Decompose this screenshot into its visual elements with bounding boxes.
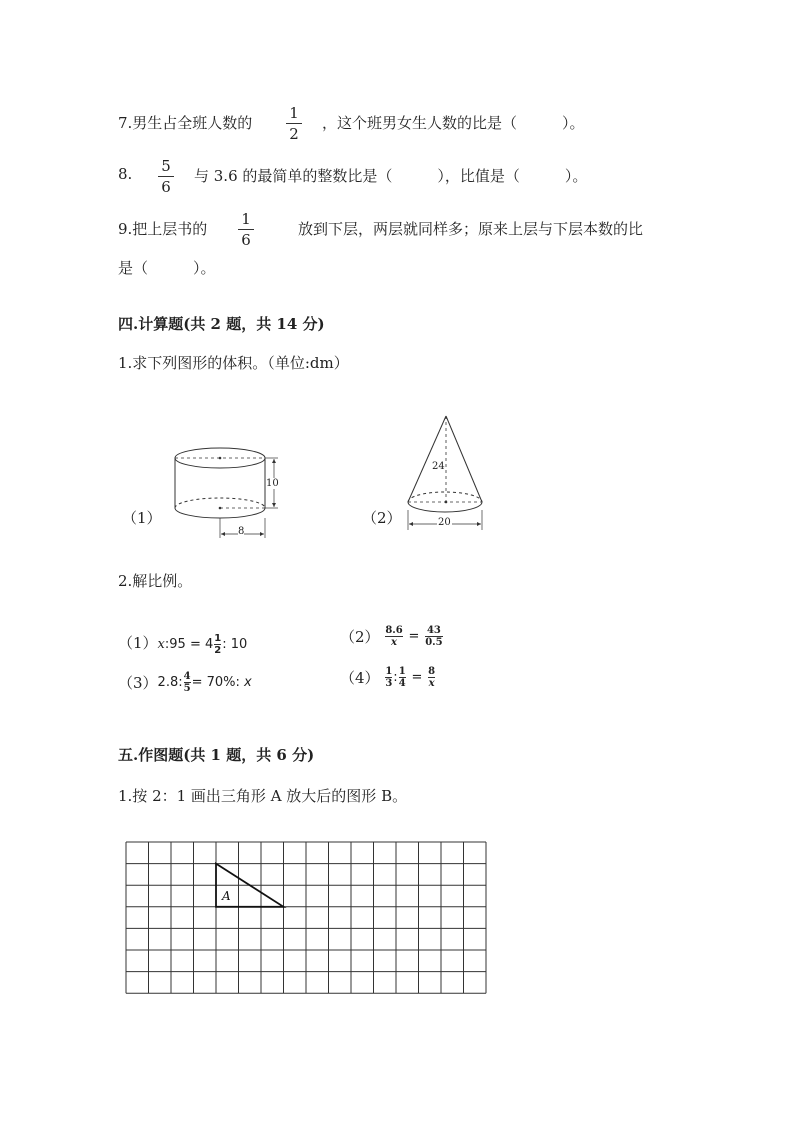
proportion-1-var: x [157,637,165,652]
q9-fraction [238,210,254,249]
proportion-4: $(4) \frac{1}{3}:\frac{1}{4} = \frac{8}{x}$ [340,666,436,689]
section5-title: 五.作图题(共 1 题，共 6 分) [118,746,315,764]
draw1-prompt: 1.按 2：1 画出三角形 A 放大后的图形 B。 [118,787,408,805]
proportion-1-mixed-fraction: $\frac{1}{2}$ [214,633,222,656]
cone-diameter-label: 20 [438,517,451,528]
proportion-3-fraction: $\frac{4}{5}$ [183,671,191,694]
proportion-4-rhs: $\frac{8}{x}$ [428,666,436,689]
proportion-4-fraction-2: $\frac{1}{4}$ [398,666,406,689]
proportion-1-right: : 10 [222,637,248,652]
q9-fraction-denominator: 6 [241,231,251,249]
q8-suffix: 与 3.6 的最简单的整数比是（ ），比值是（ ）。 [194,167,588,185]
cylinder-figure [168,440,290,542]
proportion-3-label: （3） [118,674,158,692]
q7-prefix: 7.男生占全班人数的 [118,114,253,132]
q9-line2: 是（ ）。 [118,259,216,277]
q9-fraction-numerator: 1 [241,210,251,228]
q8-prefix: 8. [118,165,133,183]
triangle-a-label: A [222,889,231,904]
q9-suffix: 放到下层，两层就同样多；原来上层与下层本数的比 [298,220,644,238]
cylinder-radius-label: 8 [238,526,245,537]
q9-prefix: 9.把上层书的 [118,220,208,238]
cylinder-height-label: 10 [266,478,279,489]
q8-fraction-denominator: 6 [161,178,171,196]
proportion-1 [118,632,247,656]
proportion-4-label: （4） [340,669,380,687]
proportion-1-label: （1） [118,634,158,652]
q7-fraction [286,104,302,143]
proportion-1-left: :95 = 4 [164,637,214,652]
cone-height-label: 24 [432,461,445,472]
q7-suffix: ，这个班男女生人数的比是（ ）。 [322,114,585,132]
calc2-prompt: 2.解比例。 [118,572,193,590]
cone-figure [400,410,492,534]
q7-fraction-denominator: 2 [289,125,299,143]
q7-fraction-numerator: 1 [289,104,299,122]
proportion-3: $(3)2.8:\frac{4}{5}= 70\%$: x [118,671,252,694]
q8-fraction-numerator: 5 [161,157,171,175]
proportion-2-lhs: $\frac{8.6}{x}$ [385,625,403,648]
cone-label: （2） [362,509,402,527]
calc1-prompt: 1.求下列图形的体积。（单位:dm） [118,354,349,372]
proportion-2: $(2) \frac{8.6}{x} = \frac{43}{0.5}$ [340,625,443,648]
proportion-4-fraction-1: $\frac{1}{3}$ [385,666,393,689]
cylinder-label: （1） [122,509,162,527]
q8-fraction [158,157,174,196]
proportion-2-rhs: $\frac{43}{0.5}$ [425,625,443,648]
section4-title: 四.计算题(共 2 题，共 14 分) [118,315,325,333]
proportion-2-label: （2） [340,628,380,646]
drawing-grid[interactable] [124,840,490,996]
